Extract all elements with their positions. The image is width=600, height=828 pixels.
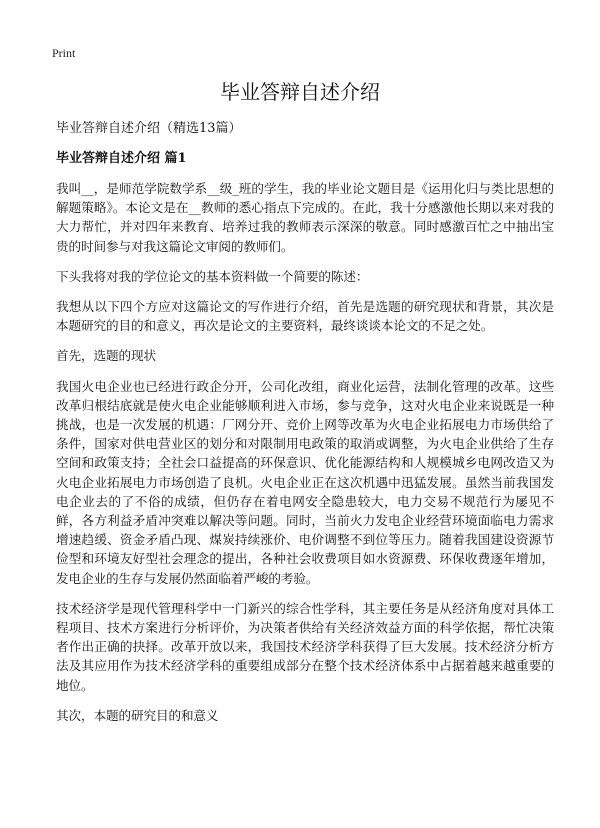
print-link[interactable]: Print bbox=[52, 46, 76, 60]
paragraph-background: 我国火电企业也已经进行政企分开，公司化改组，商业化运营，法制化管理的改革。这些改革归根结底就是使火电企业能够顺利进入市场，参与竞争，这对火电企业来说既是一种挑战，也是一次发展的机遇：厂网分开、竞价上网等改革为火电企业拓展电力市场供给了条件，国家对供电营业区的划分和对限制用电政策的取消或调整，为火电企业供给了生存空间和政策支持；全社会口益提高的环保意识、优化能源结构和人规模城乡电网改造又为火电企业拓展电力市场创造了良机。火电企业正在这次机遇中迅猛发展。虽然当前我国发电企业去的了不俗的成绩，但仍存在着电网安全隐患较大，电力交易不规范行为屡见不鲜，各方利益矛盾冲突难以解决等问题。同时，当前火力发电企业经营环境面临电力需求增速趋缓、资金矛盾凸现、煤炭持续涨价、电价调整不到位等压力。随着我国建设资源节俭型和环境友好型社会理念的提出，各种社会收费项目如水资源费、环保收费逐年增加，发电企业的生存与发展仍然面临着严峻的考验。 bbox=[56, 378, 554, 586]
paragraph-intro: 我叫__，是师范学院数学系__级_班的学生，我的毕业论文题目是《运用化归与类比思想的解题策略》。本论文是在__教师的悉心指点下完成的。在此，我十分感激他长期以来对我的大力帮忙，并对四年来教育、培养过我的教师表示深深的敬意。同时感激百忙之中抽出宝贵的时间参与对我这篇论文审阅的教师们。 bbox=[56, 181, 554, 254]
paragraph-statement: 下头我将对我的学位论文的基本资料做一个简要的陈述： bbox=[56, 268, 369, 284]
document-title: 毕业答辩自述介绍 bbox=[220, 80, 380, 104]
paragraph-tech-economics: 技术经济学是现代管理科学中一门新兴的综合性学科，其主要任务是从经济角度对具体工程项目、技术方案进行分析评价，为决策者供给有关经济效益方面的科学依据，帮忙决策者作出正确的抉择。改革开放以来，我国技术经济学科获得了巨大发展。技术经济分析方法及其应用作为技术经济学科的重要组成部分在整个技术经济体系中占据着越来越重要的地位。 bbox=[56, 600, 554, 693]
paragraph-heading-status: 首先，选题的现状 bbox=[56, 348, 156, 364]
paragraph-outline: 我想从以下四个方应对这篇论文的写作进行介绍，首先是选题的研究现状和背景，其次是本题研究的目的和意义，再次是论文的主要资料，最终谈谈本论文的不足之处。 bbox=[56, 299, 554, 334]
paragraph-heading-purpose: 其次，本题的研究目的和意义 bbox=[56, 707, 219, 723]
article-body bbox=[56, 179, 554, 736]
document-subtitle: 毕业答辩自述介绍（精选13篇） bbox=[56, 121, 242, 136]
section-heading: 毕业答辩自述介绍 篇1 bbox=[56, 151, 187, 166]
